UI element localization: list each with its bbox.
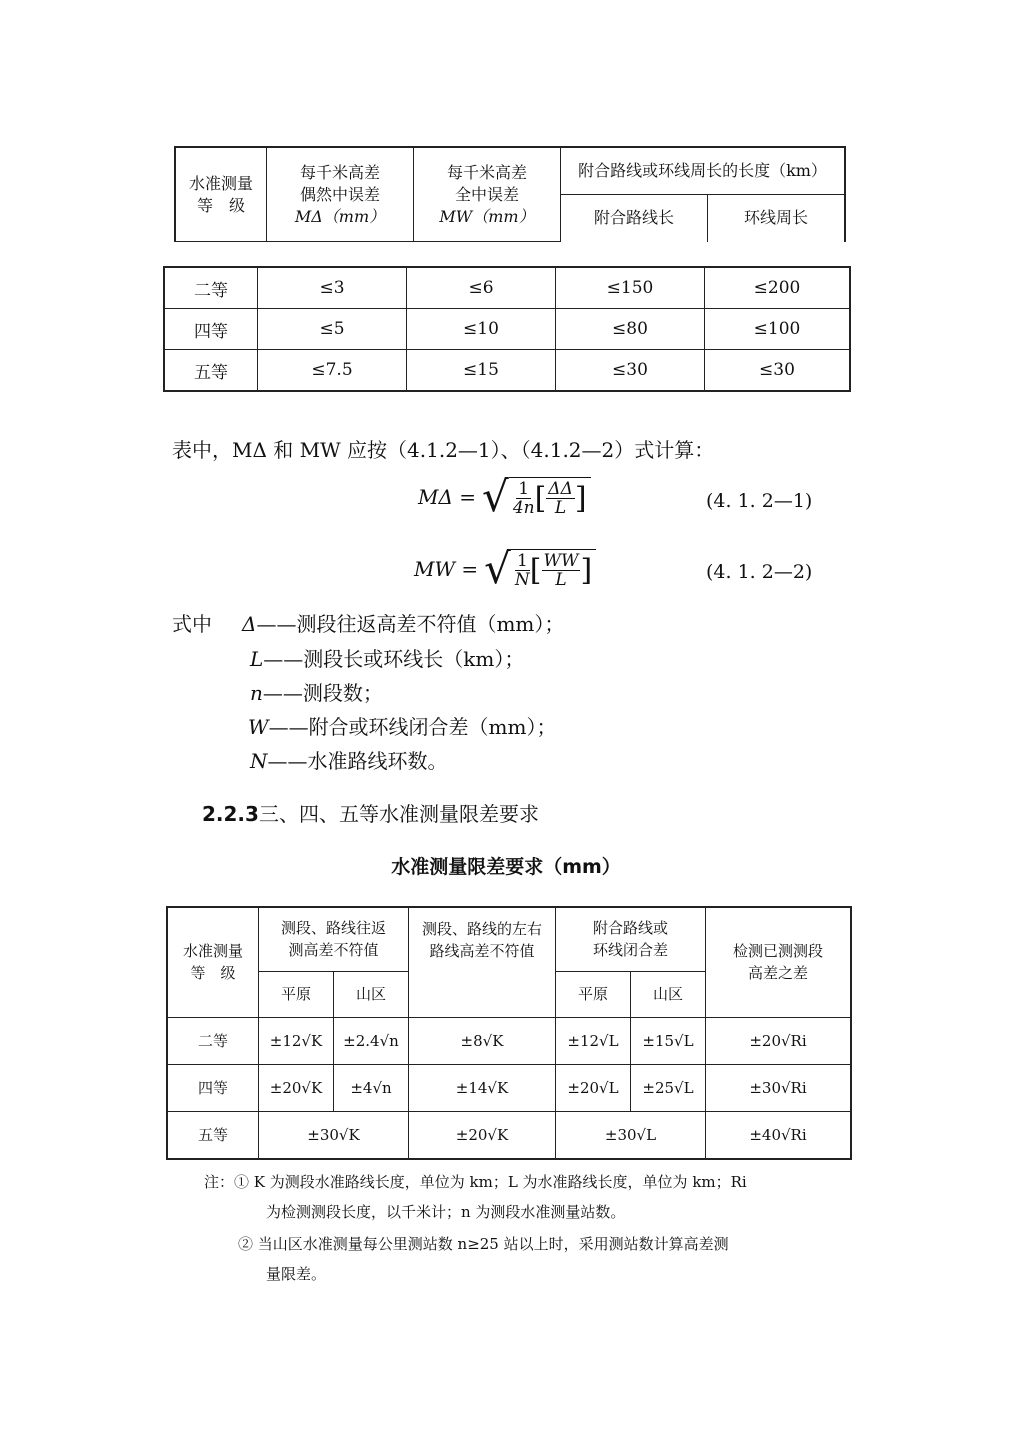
t1-col3-group-header: 附合路线或环线周长的长度（km） bbox=[561, 147, 846, 194]
t1-row2-mdelta: ≤5 bbox=[258, 309, 407, 350]
t2-row2-a-mountain: ±4√n bbox=[334, 1065, 409, 1112]
t2-colC-plain-header: 平原 bbox=[556, 971, 631, 1017]
definition-2 bbox=[250, 645, 524, 673]
t1-row1-loop: ≤200 bbox=[705, 267, 851, 309]
formula2-number: (4. 1. 2—2) bbox=[706, 561, 813, 583]
definition-1-text: ——测段往返高差不符值（mm）； bbox=[256, 612, 565, 636]
t1-row2-mw: ≤10 bbox=[407, 309, 556, 350]
t2-row1-c-plain: ±12√L bbox=[556, 1017, 631, 1064]
t2-colA-plain-header: 平原 bbox=[259, 971, 334, 1017]
definition-4-text: ——附合或环线闭合差（mm）； bbox=[268, 715, 557, 739]
t2-grade-header: 水准测量 等 级 bbox=[167, 907, 259, 1017]
formula1-bracket-num: ΔΔ bbox=[548, 479, 573, 499]
note-line-2: 为检测测段长度，以千米计；n 为测段水准测量站数。 bbox=[266, 1203, 626, 1221]
t2-row2-d: ±30√Ri bbox=[706, 1065, 852, 1112]
t1-col1-symbol: MΔ（mm） bbox=[294, 206, 386, 226]
t2-colC-mountain-header: 山区 bbox=[631, 971, 706, 1017]
t1-row3-mdelta: ≤7.5 bbox=[258, 350, 407, 392]
definition-3-symbol: n bbox=[250, 681, 263, 705]
t2-row1-c-mountain: ±15√L bbox=[631, 1017, 706, 1064]
t1-grade-header: 水准测量 等 级 bbox=[175, 147, 267, 242]
formula2-bracket-den: L bbox=[555, 570, 567, 590]
t2-row2-c-mountain: ±25√L bbox=[631, 1065, 706, 1112]
formula2-lhs: MW = bbox=[414, 557, 479, 581]
formula1-lhs: MΔ = bbox=[418, 485, 477, 509]
definitions-prefix: 式中 bbox=[172, 612, 212, 636]
table2-title: 水准测量限差要求（mm） bbox=[391, 856, 621, 878]
t2-row1-a-mountain: ±2.4√n bbox=[334, 1017, 409, 1064]
definition-4 bbox=[248, 713, 557, 741]
t1-row1-route: ≤150 bbox=[556, 267, 705, 309]
formula1-number: (4. 1. 2—1) bbox=[706, 490, 813, 512]
intro-text: 表中，MΔ 和 MW 应按（4.1.2—1）、（4.1.2—2）式计算： bbox=[172, 438, 715, 462]
section-title: 三、四、五等水准测量限差要求 bbox=[258, 802, 539, 826]
t2-row1-a-plain: ±12√K bbox=[259, 1017, 334, 1064]
formula-2: MW = √ $\frac{1}{N}$ [ $\frac{WW}{L}$ ] bbox=[414, 548, 596, 590]
t1-row3-loop: ≤30 bbox=[705, 350, 851, 392]
t2-row2-c-plain: ±20√L bbox=[556, 1065, 631, 1112]
formula1-frac-num: 1 bbox=[518, 479, 530, 499]
formula2-frac-num: 1 bbox=[516, 551, 528, 571]
t2-row1-b: ±8√K bbox=[409, 1017, 556, 1064]
t2-row2-a-plain: ±20√K bbox=[259, 1065, 334, 1112]
formula2-bracket-num: WW bbox=[543, 551, 579, 571]
definition-5-symbol: N bbox=[250, 749, 268, 773]
definition-3-text: ——测段数； bbox=[262, 681, 383, 705]
t1-row2-grade: 四等 bbox=[164, 309, 258, 350]
t1-col3b-header: 环线周长 bbox=[708, 194, 846, 241]
note-line-3: ② 当山区水准测量每公里测站数 n≥25 站以上时，采用测站数计算高差测 bbox=[238, 1235, 729, 1253]
t1-col3a-header: 附合路线长 bbox=[561, 194, 708, 241]
t1-col2-header bbox=[414, 147, 561, 242]
t2-row3-d: ±40√Ri bbox=[706, 1112, 852, 1159]
section-number: 2.2.3 bbox=[202, 802, 259, 826]
definition-4-symbol: W bbox=[248, 715, 269, 739]
t1-row2-route: ≤80 bbox=[556, 309, 705, 350]
t2-colA-header: 测段、路线往返 测高差不符值 bbox=[259, 907, 409, 971]
formula1-bracket-den: L bbox=[554, 498, 567, 518]
t1-col2-symbol: MW（mm） bbox=[439, 206, 535, 226]
note-line-1: 注：① K 为测段水准路线长度，单位为 km；L 为水准路线长度，单位为 km；Ri bbox=[204, 1173, 747, 1191]
t1-col1-header bbox=[267, 147, 414, 242]
formula-1: MΔ = √ $\frac{1}{4n}$ [ $\frac{\Delta\Delta}{L}$ ] bbox=[418, 476, 591, 518]
section-heading bbox=[202, 798, 539, 827]
formula1-frac-den: 4n bbox=[512, 498, 535, 518]
t1-row1-grade: 二等 bbox=[164, 267, 258, 309]
t2-row3-grade: 五等 bbox=[167, 1112, 259, 1159]
t2-row2-grade: 四等 bbox=[167, 1065, 259, 1112]
t1-row3-route: ≤30 bbox=[556, 350, 705, 392]
t1-col2-label: 每千米高差 全中误差 bbox=[446, 162, 527, 204]
table2 bbox=[166, 906, 852, 1160]
t2-colA-mountain-header: 山区 bbox=[334, 971, 409, 1017]
table1-header bbox=[174, 146, 846, 242]
t2-row1-d: ±20√Ri bbox=[706, 1017, 852, 1064]
definition-2-text: ——测段长或环线长（km）； bbox=[263, 647, 525, 671]
definition-1-symbol: Δ bbox=[242, 612, 257, 636]
definition-1 bbox=[172, 610, 564, 638]
definition-2-symbol: L bbox=[250, 647, 264, 671]
definition-3 bbox=[250, 679, 383, 707]
t1-row1-mw: ≤6 bbox=[407, 267, 556, 309]
t2-colC-header: 附合路线或 环线闭合差 bbox=[556, 907, 706, 971]
formula2-frac-den: N bbox=[514, 570, 530, 590]
definition-5 bbox=[250, 747, 448, 775]
t2-row2-b: ±14√K bbox=[409, 1065, 556, 1112]
t1-col1-label: 每千米高差 偶然中误差 bbox=[299, 162, 380, 204]
t2-row3-c-merged: ±30√L bbox=[556, 1112, 706, 1159]
t1-row3-grade: 五等 bbox=[164, 350, 258, 392]
note-line-4: 量限差。 bbox=[266, 1265, 327, 1283]
t2-colD-header: 检测已测测段 高差之差 bbox=[706, 907, 852, 1017]
t2-row3-a-merged: ±30√K bbox=[259, 1112, 409, 1159]
t1-row1-mdelta: ≤3 bbox=[258, 267, 407, 309]
definition-5-text: ——水准路线环数。 bbox=[267, 749, 448, 773]
t2-row1-grade: 二等 bbox=[167, 1017, 259, 1064]
t2-row3-b: ±20√K bbox=[409, 1112, 556, 1159]
table1-body bbox=[163, 266, 851, 392]
t1-row3-mw: ≤15 bbox=[407, 350, 556, 392]
t2-colB-header: 测段、路线的左右 路线高差不符值 bbox=[409, 907, 556, 1017]
t1-row2-loop: ≤100 bbox=[705, 309, 851, 350]
